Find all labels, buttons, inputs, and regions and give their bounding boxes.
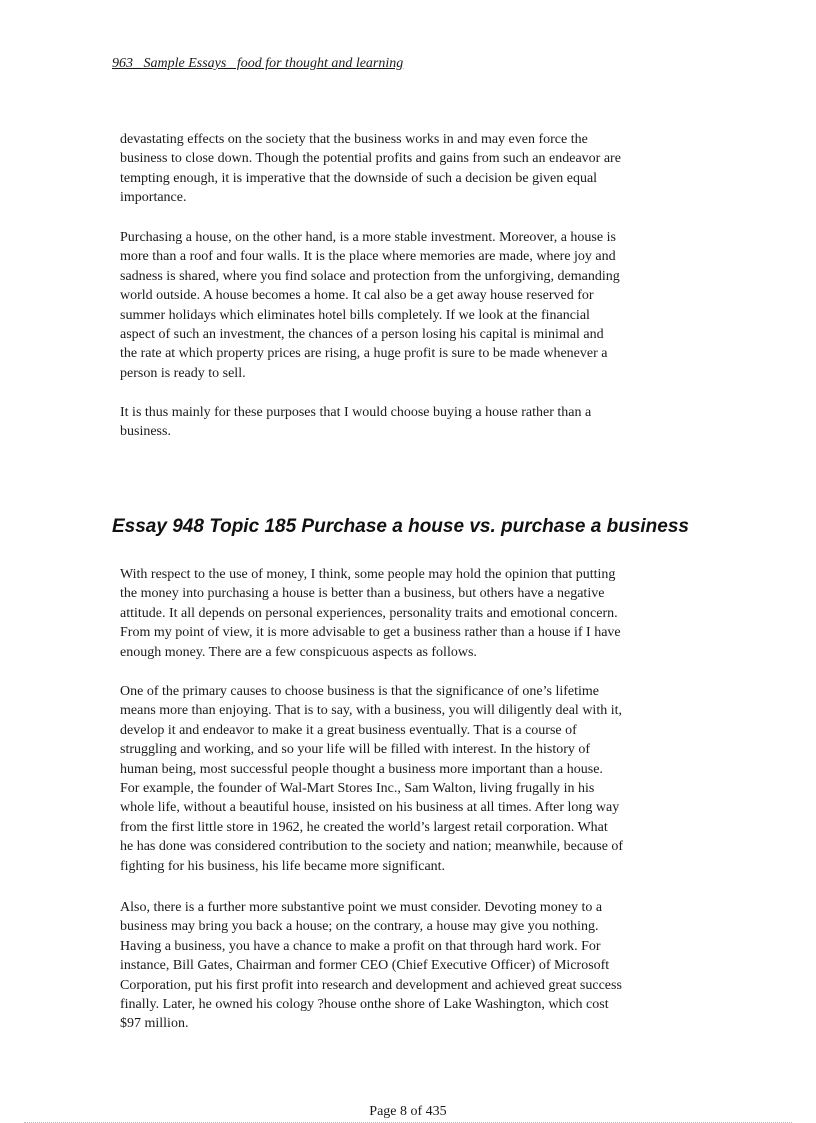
prev-essay-paragraph: It is thus mainly for these purposes that I would choose buying a house rather than a business. bbox=[120, 405, 592, 440]
essay-paragraph: Also, there is a further more substantive point we must consider. Devoting money to a business may bring you back a house; on the contrary, a house may give you nothing. Having a business, you have a chance to make a profit on that through hard work. For instance, Bill Gates, Chairman and former CEO (Chief Executive Officer) of Microsoft Corporation, put his first profit into research and development and achieved great success finally. Later, he owned his cology ?house onthe shore of Lake Washington, which cost $97 million. bbox=[120, 900, 622, 1032]
running-header: 963_ Sample Essays_ food for thought and learning bbox=[112, 56, 404, 71]
prev-essay-paragraph: devastating effects on the society that the business works in and may even force the business to close down. Though the potential profits and gains from such an endeavor are tempting enough, it is imperative that the downside of such a decision be given equal importance. bbox=[120, 132, 621, 206]
essay-title: Essay 948 Topic 185 Purchase a house vs. purchase a business bbox=[112, 516, 689, 537]
prev-essay-paragraph: Purchasing a house, on the other hand, is a more stable investment. Moreover, a house is more than a roof and four walls. It is the place where memories are made, where joy and sadness is shared, where you find solace and protection from the unforgiving, demanding world outside. A house becomes a home. It cal also be a get away house reserved for summer holidays which eliminates hotel bills completely. If we look at the financial aspect of such an investment, the chances of a person losing his capital is minimal and the rate at which property prices are rising, a huge profit is sure to be made whenever a person is ready to sell. bbox=[120, 230, 620, 381]
essay-paragraph: With respect to the use of money, I think, some people may hold the opinion that putting the money into purchasing a house is better than a business, but others have a negative attitude. It all depends on personal experiences, personality traits and emotional concern. From my point of view, it is more advisable to get a business rather than a house if I have enough money. There are a few conspicuous aspects as follows. bbox=[120, 567, 621, 660]
page-number: Page 8 of 435 bbox=[369, 1104, 447, 1119]
essay-paragraph: One of the primary causes to choose business is that the significance of one’s lifetime means more than enjoying. That is to say, with a business, you will diligently deal with it, develop it and endeavor to make it a great business eventually. That is a course of struggling and working, and so your life will be filled with interest. In the history of human being, most successful people thought a business more important than a house. For example, the founder of Wal-Mart Stores Inc., Sam Walton, living frugally in his whole life, without a beautiful house, insisted on his business at all times. After long way from the first little store in 1962, he created the world’s largest retail corporation. What he has done was considered contribution to the society and nation; meanwhile, because of fighting for his business, his life became more significant. bbox=[120, 684, 624, 874]
